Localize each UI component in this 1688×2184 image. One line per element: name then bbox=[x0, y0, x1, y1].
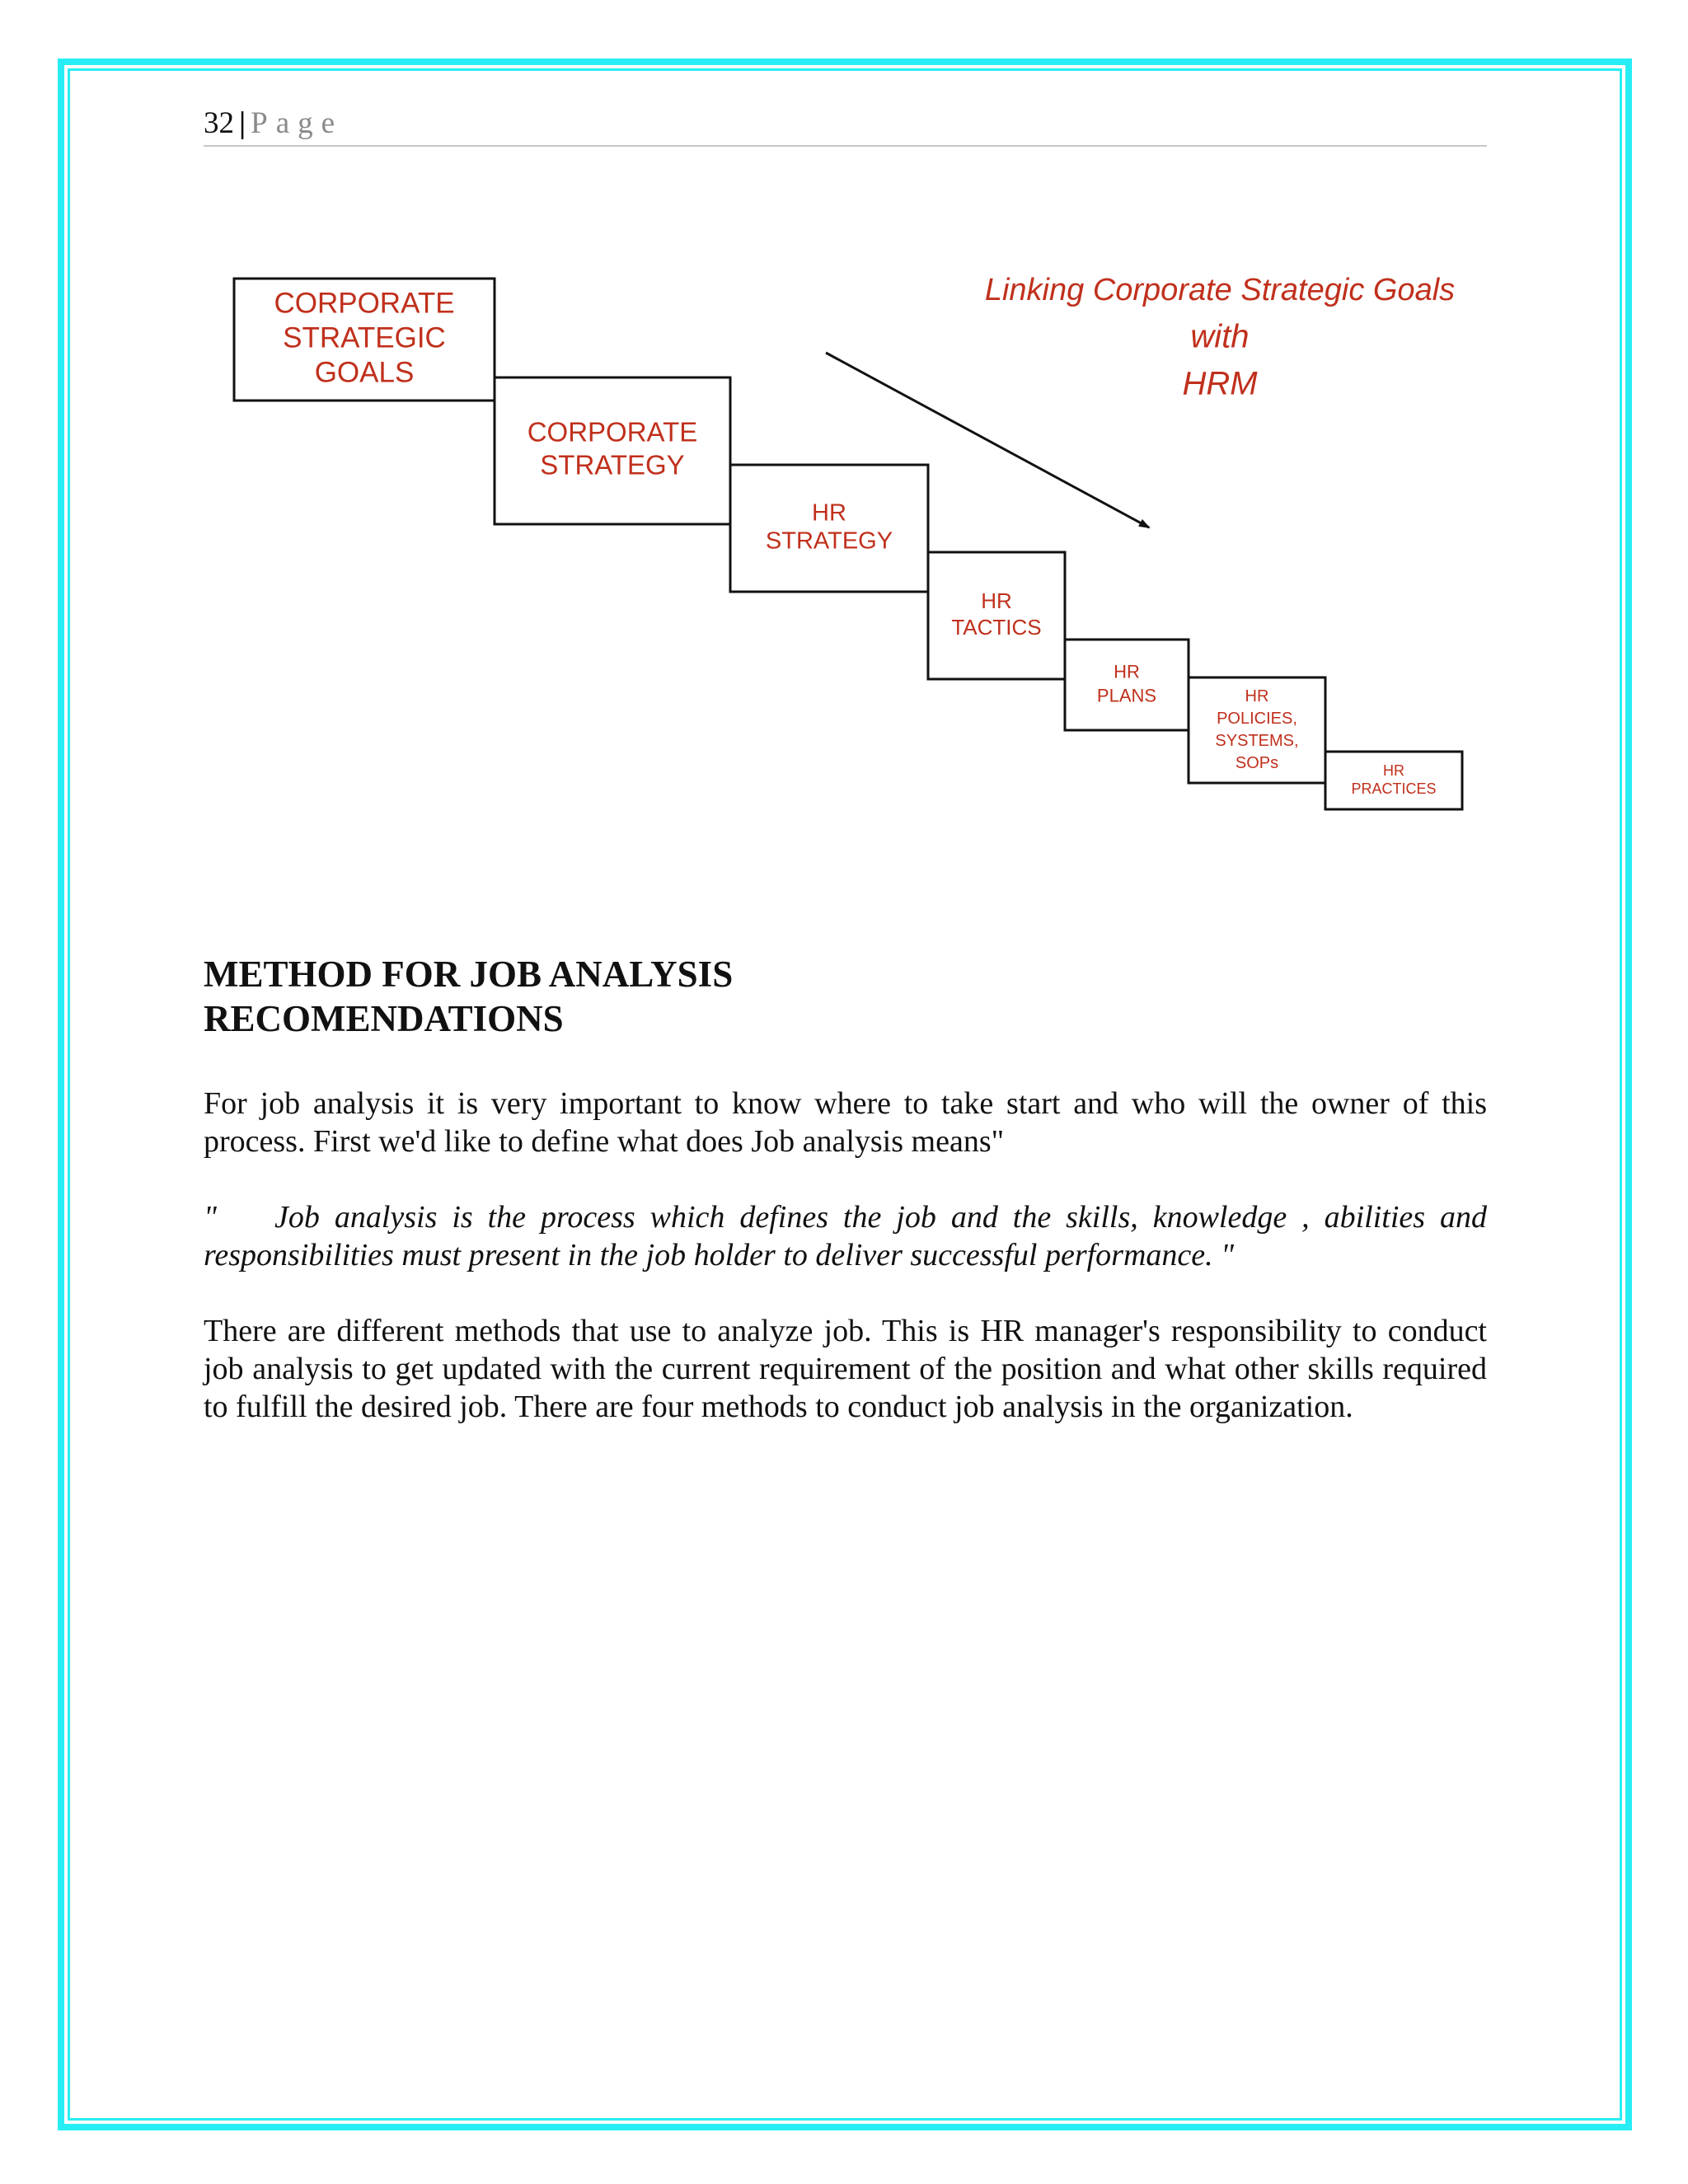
step-label: GOALS bbox=[314, 356, 415, 389]
strategy-staircase-diagram bbox=[223, 255, 1508, 849]
step-label: HR bbox=[1114, 661, 1140, 682]
step-label: SOPs bbox=[1235, 753, 1279, 772]
step-label: SYSTEMS, bbox=[1215, 731, 1299, 750]
step-label: HR bbox=[812, 499, 846, 527]
step-box-4 bbox=[928, 552, 1065, 679]
step-label: TACTICS bbox=[951, 614, 1042, 640]
section-heading-line2: RECOMENDATIONS bbox=[204, 998, 564, 1039]
diagram-title-line: with bbox=[1190, 318, 1250, 355]
page-label: Page bbox=[251, 106, 344, 140]
step-label: CORPORATE bbox=[527, 416, 698, 448]
step-label: HR bbox=[981, 588, 1012, 613]
definition-quote bbox=[204, 1198, 1487, 1274]
section-heading-line1: METHOD FOR JOB ANALYSIS bbox=[204, 954, 734, 995]
step-box-3 bbox=[730, 465, 928, 592]
step-box-6 bbox=[1189, 677, 1325, 783]
page-number: 32 bbox=[204, 106, 234, 140]
step-label: POLICIES, bbox=[1217, 709, 1297, 728]
step-box-2 bbox=[495, 377, 730, 524]
step-label: HR bbox=[1383, 762, 1404, 779]
step-label: STRATEGIC bbox=[283, 321, 446, 354]
step-label: CORPORATE bbox=[274, 287, 455, 320]
step-label: HR bbox=[1245, 687, 1269, 705]
quote-mark: " bbox=[204, 1200, 217, 1235]
page-header bbox=[204, 102, 1487, 147]
step-label: STRATEGY bbox=[540, 449, 685, 480]
diagram-canvas bbox=[223, 255, 1508, 849]
intro-paragraph: For job analysis it is very important to know where to take start and who will the owner of this process. First we'd like to define what does Job analysis means" bbox=[204, 1086, 1487, 1159]
step-box-7 bbox=[1325, 752, 1462, 809]
step-label: PLANS bbox=[1096, 685, 1157, 706]
step-box-1 bbox=[234, 279, 495, 401]
diagram-title-line: Linking Corporate Strategic Goals bbox=[984, 273, 1456, 308]
step-label: PRACTICES bbox=[1351, 780, 1437, 797]
diagram-title-line: HRM bbox=[1182, 365, 1258, 402]
step-label: STRATEGY bbox=[765, 527, 893, 555]
methods-paragraph: There are different methods that use to analyze job. This is HR manager's responsibility to conduct job analysis to get updated with the current requirement of the position and what other skills required to fulfill the desired job. There are four methods to conduct job analysis in the organization. bbox=[204, 1314, 1487, 1424]
step-box-5 bbox=[1065, 640, 1189, 730]
page-separator: | bbox=[239, 106, 246, 140]
quote-text: Job analysis is the process which defines the job and the skills, knowledge , abilities and responsibilities must present in the job holder to deliver successful performance. " bbox=[204, 1200, 1487, 1272]
